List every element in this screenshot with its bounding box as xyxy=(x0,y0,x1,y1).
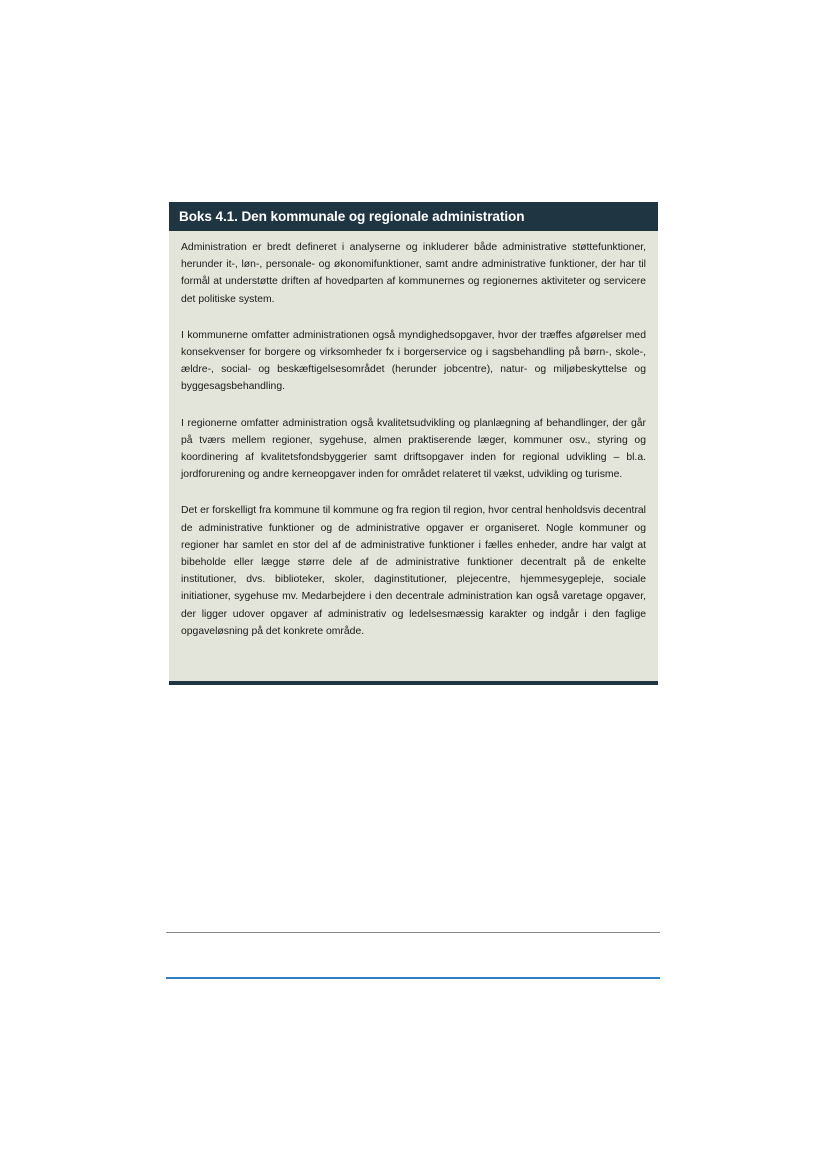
box-title: Boks 4.1. Den kommunale og regionale administration xyxy=(179,209,525,224)
paragraph-municipalities: I kommunerne omfatter administrationen også myndighedsopgaver, hvor der træffes afgørelser med konsekvenser for borgere og virksomheder fx i borgerservice og i sagsbehandling på børn-, skole-, ældre-, social- og beskæftigelsesområdet (herunder jobcentre), natur- og miljøbeskyttelse og byggesagsbehandling. xyxy=(181,329,646,393)
info-box xyxy=(169,202,658,685)
footnote-divider xyxy=(166,932,660,933)
paragraph-regions: I regionerne omfatter administration også kvalitetsudvikling og planlægning af behandlinger, der går på tværs mellem regioner, sygehuse, almen praktiserende læger, kommuner osv., styring og koordinering af kvalitetsfondsbyggerier samt driftsopgaver inden for regional udvikling – bl.a. jordforurening og andre kerneopgaver inden for området relateret til vækst, udvikling og turisme. xyxy=(181,417,646,481)
paragraph-definition: Administration er bredt defineret i analyserne og inkluderer både administrative støttefunktioner, herunder it-, løn-, personale- og økonomifunktioner, samt andre administrative funktioner, der har til formål at understøtte driften af hovedparten af kommunernes og regionernes aktiviteter og servicere det politiske system. xyxy=(181,242,646,305)
box-header xyxy=(169,202,658,231)
footer-rule xyxy=(166,977,660,979)
paragraph-organisation: Det er forskelligt fra kommune til kommune og fra region til region, hvor central henholdsvis decentral de administrative funktioner og de administrative opgaver er organiseret. Nogle kommuner og regioner har samlet en stor del af de administrative funktioner i fælles enheder, andre har valgt at bibeholde eller lægge større dele af de administrative funktioner decentralt på de enkelte institutioner, dvs. biblioteker, skoler, daginstitutioner, plejecentre, hjemmesygepleje, sociale initiationer, sygehuse mv. Medarbejdere i den decentrale administration kan også varetage opgaver, der ligger udover opgaver af administrativ og ledelsesmæssig karakter og indgår i den faglige opgaveløsning på det konkrete område. xyxy=(181,505,646,637)
box-body xyxy=(169,231,658,640)
